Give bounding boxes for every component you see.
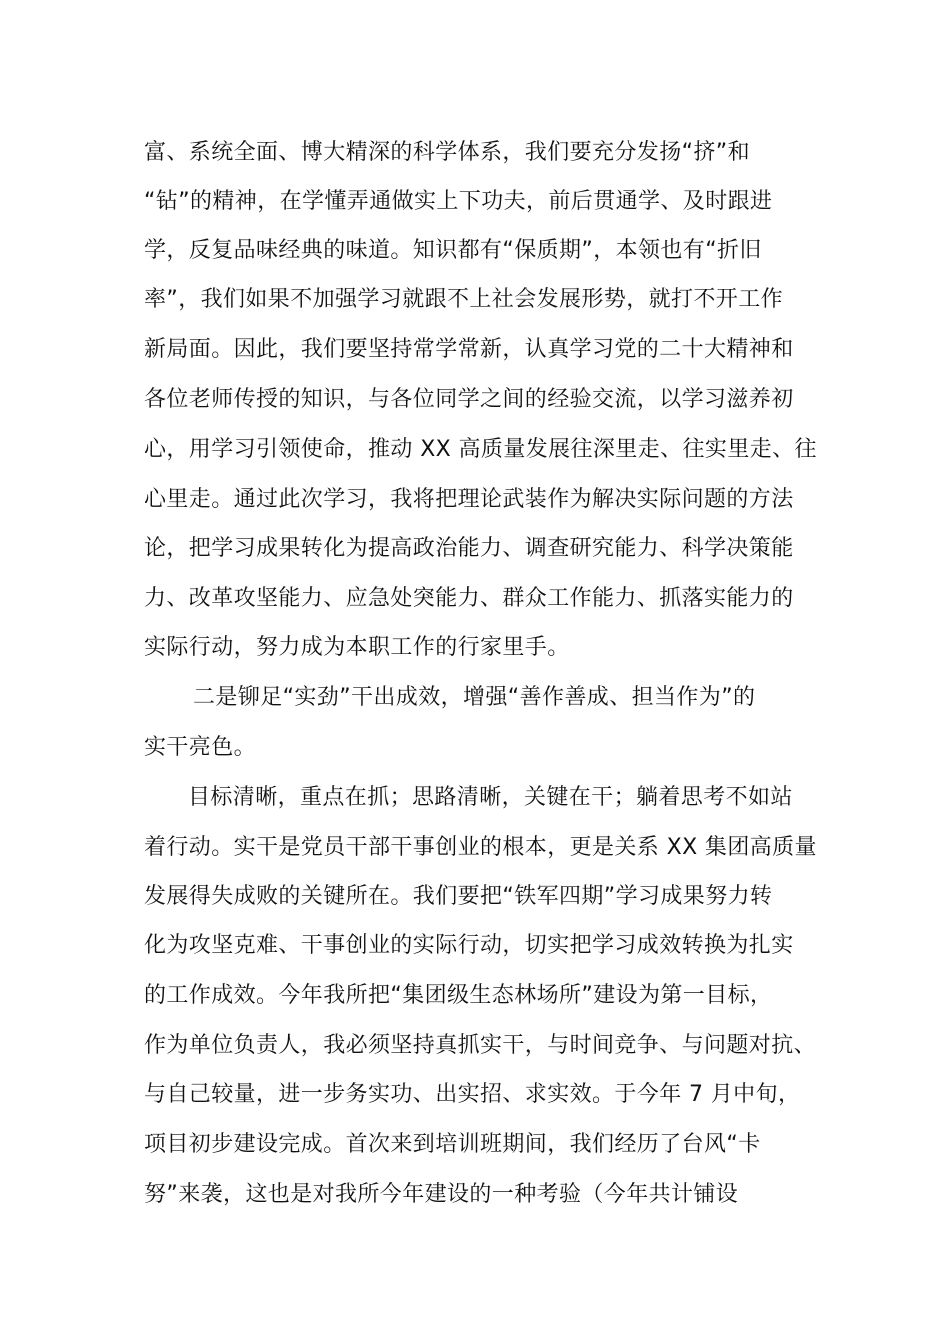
text-line: 富、系统全面、博大精深的科学体系，我们要充分发扬“挤”和 — [144, 140, 750, 165]
text-line: “钻”的精神，在学懂弄通做实上下功夫，前后贯通学、及时跟进 — [144, 189, 773, 214]
text-line: 发展得失成败的关键所在。我们要把“铁军四期”学习成果努力转 — [144, 884, 773, 909]
text-line: 的工作成效。今年我所把“集团级生态林场所”建设为第一目标， — [144, 983, 773, 1008]
text-line: 各位老师传授的知识，与各位同学之间的经验交流，以学习滋养初 — [144, 387, 794, 412]
text-line: 新局面。因此，我们要坚持常学常新，认真学习党的二十大精神和 — [144, 337, 794, 362]
text-line: 论，把学习成果转化为提高政治能力、调查研究能力、科学决策能 — [144, 536, 794, 561]
text-line: 与自己较量，进一步务实功、出实招、求实效。于今年 7 月中旬， — [144, 1082, 801, 1107]
text-line: 心，用学习引领使命，推动 XX 高质量发展往深里走、往实里走、往 — [144, 437, 817, 462]
text-line: 项目初步建设完成。首次来到培训班期间，我们经历了台风“卡 — [144, 1132, 761, 1157]
text-line: 率”，我们如果不加强学习就跟不上社会发展形势，就打不开工作 — [144, 287, 783, 312]
text-line: 力、改革攻坚能力、应急处突能力、群众工作能力、抓落实能力的 — [144, 586, 794, 611]
section-heading-line: 二是铆足“实劲”干出成效，增强“善作善成、担当作为”的 — [193, 685, 756, 710]
text-line: 目标清晰，重点在抓；思路清晰，关键在干；躺着思考不如站 — [188, 785, 793, 810]
text-line: 努”来袭，这也是对我所今年建设的一种考验（今年共计铺设 — [144, 1182, 739, 1207]
section-heading-line: 实干亮色。 — [144, 735, 257, 760]
text-line: 作为单位负责人，我必须坚持真抓实干，与时间竞争、与问题对抗、 — [144, 1033, 817, 1058]
text-line: 着行动。实干是党员干部干事创业的根本，更是关系 XX 集团高质量 — [144, 835, 817, 860]
text-line: 心里走。通过此次学习，我将把理论武装作为解决实际问题的方法 — [144, 487, 794, 512]
text-line: 化为攻坚克难、干事创业的实际行动，切实把学习成效转换为扎实 — [144, 933, 794, 958]
text-line: 学，反复品味经典的味道。知识都有“保质期”，本领也有“折旧 — [144, 238, 762, 263]
text-line: 实际行动，努力成为本职工作的行家里手。 — [144, 635, 570, 660]
